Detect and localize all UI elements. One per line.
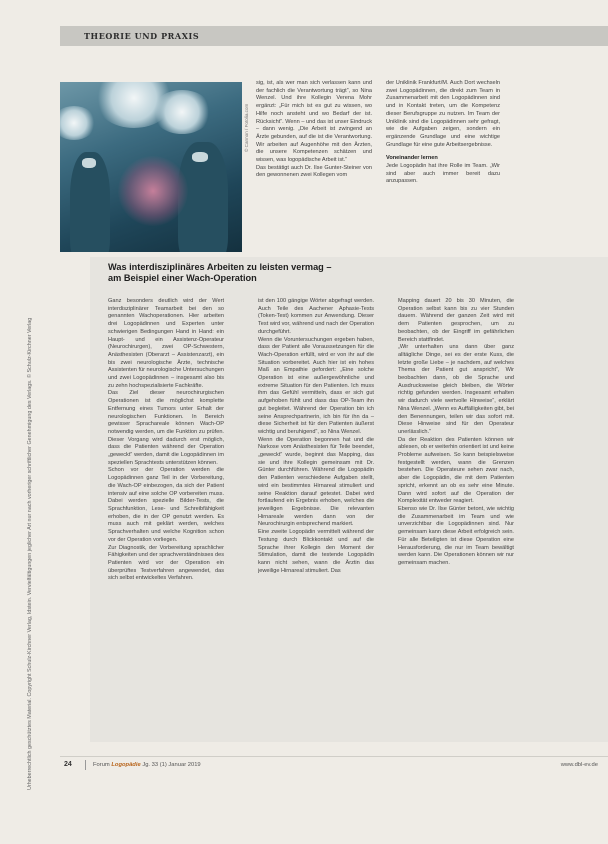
article-column-top-2 — [386, 80, 500, 186]
paragraph: sig, ist, als wer man sich verlassen kann und der fachlich die Verantwortung trägt“, so Nina Wenzel. Und ihre Kollegin Verena Mohr ergänzt: „Für mich ist es gut zu wissen, wo Hilfe noch ansteht und wo Bedarf der ist. Rücksicht“. Wenn – und das ist unser Eindruck – dann wenig. „Die Arbeit ist zwingend an Ärzte gebunden, auf die ist die Verantwortung. Wir arbeiten auf Augenhöhe mit den Ärzten, die unsere Kompetenzen schätzen und wissen, was logopädische Arbeit ist.“ — [256, 80, 372, 164]
paragraph: Schon vor der Operation werden die Logopädinnen ganz Teil in der Vorbereitung, die Wach-OP einbezogen, da sich der Patient intensiv auf eine solche OP vorbereiten muss. Dabei werden spezielle Bilder-Tests, die Sprachfunktion, Lese- und Schreibfähigkeit erhoben, die in der OP genutzt werden. Es muss auch mit geklärt werden, welches Sprachverhalten und welche Kognition schon vor der Operation vorliegen. — [108, 467, 224, 543]
photo-credit: © Cannon / Fotolia.com — [244, 103, 249, 152]
paragraph: Ganz besonders deutlich wird der Wert interdisziplinärer Teamarbeit bei den so genannten Wachoperationen. Hier arbeiten drei Logopädinnen und Experten unter schwierigen Bedingungen Hand in Hand: ein Haupt- und ein Assistenz-Operateur (Neurochirurgen), zwei OP-Schwestern, Anästhesisten (Oberarzt – Assistenzarzt), ein bis zwei neurologische Ärzte, technische Assistenten für neurologische Untersuchungen und zwei Logopädinnen – insgesamt also bis zu zehn hochspezialisierte Fachkräfte. — [108, 298, 224, 389]
info-box-column-1 — [108, 298, 224, 743]
info-box-column-3 — [398, 298, 514, 743]
paragraph: Das Ziel dieser neurochirurgischen Operationen ist die möglichst komplette Entfernung eines Tumors unter Erhalt der neurologischen Funktionen. In Bereich gewisser Sprachareale können Wach-OP notwendig werden, um die Funktion zu prüfen. Dieser Vorgang wird dadurch erst möglich, dass die Patienten während der Operation „geweckt“ werden, damit die Logopädinnen im speziellen Sprachtests unterstützen können. — [108, 390, 224, 466]
operating-room-photo — [60, 82, 242, 252]
paragraph: „Wir unterhalten uns dann über ganz alltägliche Dinge, sei es der erste Kuss, die letzte große Liebe – je nachdem, auf welches Thema der Patient gut anspricht“, Wir beobachten dann, ob die Sprache und Ausdrucksweise gleich bleiben, die Wörter richtig gefunden werden. Insgesamt erhalten wir dadurch viele wertvolle Hinweise“, erklärt Nina Wenzel. „Wenn es Auffälligkeiten gibt, bei den Benennungen, teilen wir das sofort mit. Diese Hinweise sind für den Operateur unerlässlich.“ — [398, 344, 514, 435]
paragraph: Jede Logopädin hat ihre Rolle im Team. „Wir sind aber auch immer bereit dazu anzupassen. — [386, 163, 500, 185]
subheading: Voneinander lernen — [386, 155, 438, 162]
copyright-side-note: Urheberrechtlich geschütztes Material. Copyright Schulz-Kirchner Verlag, Idstein. Vervielfältigungen jeglicher Art nur nach vorheriger schriftlicher Genehmigung des Verlags. © Schulz-Kirchner Verlag — [27, 317, 33, 790]
section-label: THEORIE UND PRAXIS — [84, 31, 200, 41]
journal-citation — [93, 762, 201, 768]
paragraph: Das bestätigt auch Dr. Ilse Gunter-Steiner von den gewonnenen zwei Kollegen vom — [256, 164, 372, 179]
paragraph: Mapping dauert 20 bis 30 Minuten, die Operation selbst kann bis zu vier Stunden dauern. Während der ganzen Zeit wird mit dem Patienten gesprochen, um zu beobachten, ob der Eingriff im gefährlichen Bereich stattfindet. — [398, 298, 514, 343]
paragraph: Ebenso wie Dr. Ilse Günter betont, wie wichtig die Zusammenarbeit im Team und wie unverzichtbar die Logopädinnen sind. Nur gemeinsam kann diese Arbeit erfolgreich sein. Für alle Beteiligten ist diese Operation eine Herausforderung, die nur im Team bewältigt werden kann. Die Operationen können wir nur gemeinsam machen. — [398, 505, 514, 566]
article-column-top-1 — [256, 80, 372, 180]
journal-prefix: Forum — [93, 762, 110, 768]
info-box-title — [108, 262, 438, 284]
paragraph: ist den 100 gängige Wörter abgefragt werden. Auch Teile des Aachener Aphasie-Tests (Token-Test) kommen zur Anwendung. Dieser Test wird vor, während und nach der Operation durchgeführt. — [258, 298, 374, 335]
info-box-column-2 — [258, 298, 374, 743]
journal-name: Logopädie — [111, 762, 141, 768]
section-header-bar — [60, 26, 608, 46]
footer-divider — [60, 756, 608, 757]
website-link[interactable]: www.dbl-ev.de — [560, 762, 598, 768]
paragraph: Zur Diagnostik, der Vorbereitung sprachlicher Fähigkeiten und der sprachverständnisses des Patienten wird vor der Operation ein überprüftes Testverfahren angewendet, das sich selbst entwickeltes Verfahren. — [108, 544, 224, 582]
paragraph: Wenn die Voruntersuchungen ergeben haben, dass der Patient alle Voraussetzungen für die Wach-Operation erfüllt, wird er von ihr auf die Situation vorbereitet. Auch hier ist ein hohes Maß an Empathie gefordert: „Eine solche Operation ist eine außergewöhnliche und extreme Situation für den Patienten. Ich muss ihm das Gefühl vermitteln, dass er sich gut aufgehoben fühlt und dass das OP-Team ihn gut begleitet. Während der Operation bin ich seine Ansprechpartnerin, ich bin für ihn da – diese Sicherheit ist für den Patienten äußerst wichtig und beruhigend“, so Nina Wenzel. — [258, 336, 374, 435]
paragraph: Wenn die Operation begonnen hat und die Narkose vom Anästhesisten für Teile beendet, „geweckt“ wurde, beginnt das Mapping, das sie und ihre Kollegin gemeinsam mit Dr. Günter durchführen. Während die Logopädin den Patienten verschiedene Aufgaben stellt, wird ein bestimmtes Hirnareal stimuliert und seine Reaktion darauf getestet. Dabei wird fortlaufend ein Ergebnis erhoben, welches die jeweiligen Ergebnisse. Die relevanten Hirnareale werden dann von der Neurochirurgin entsprechend markiert. — [258, 436, 374, 528]
paragraph: der Uniklinik Frankfurt/M. Auch Dort wechseln zwei Logopädinnen, die direkt zum Team in Zusammenarbeit mit den Logopädinnen sind und in Kontakt treten, um die Kompetenz dieser Berufsgruppe zu nutzen. Im Team der Uniklinik sind die Logopädinnen sehr gefragt, wie die Aufgaben zeigen, sondern ein ergänzende Grundlage und eine wichtige Grundlage für eine gute Arbeitsergebnisse. — [386, 80, 500, 148]
journal-issue: Jg. 33 (1) Januar 2019 — [142, 762, 201, 768]
info-box-title-line-1: Was interdisziplinäres Arbeiten zu leisten vermag – — [108, 262, 332, 272]
paragraph: Eine zweite Logopädin vermittelt während der Testung durch Blickkontakt und auf die Sprache ihrer Kollegin den Moment der Stimulation, damit die testende Logopädin kann nicht sehen, wann die Ärztin das jeweilige Hirnareal stimuliert. Das — [258, 529, 374, 574]
footer-separator — [85, 760, 86, 770]
paragraph: Da der Reaktion des Patienten können wir ablesen, ob er weiterhin orientiert ist und keine Probleme aufweisen. So kann beispielsweise festgestellt werden, wann die Grenzen bestehen. Die Operateure sehen zwar nach, aber die Logopädin, die mit dem Patienten spricht, erkennt an ob es sehr eine Minute. Dann wird sofort auf die Operation der Komplexität entweder reagiert. — [398, 436, 514, 505]
page-number: 24 — [64, 761, 72, 768]
info-box-title-line-2: am Beispiel einer Wach-Operation — [108, 273, 257, 283]
